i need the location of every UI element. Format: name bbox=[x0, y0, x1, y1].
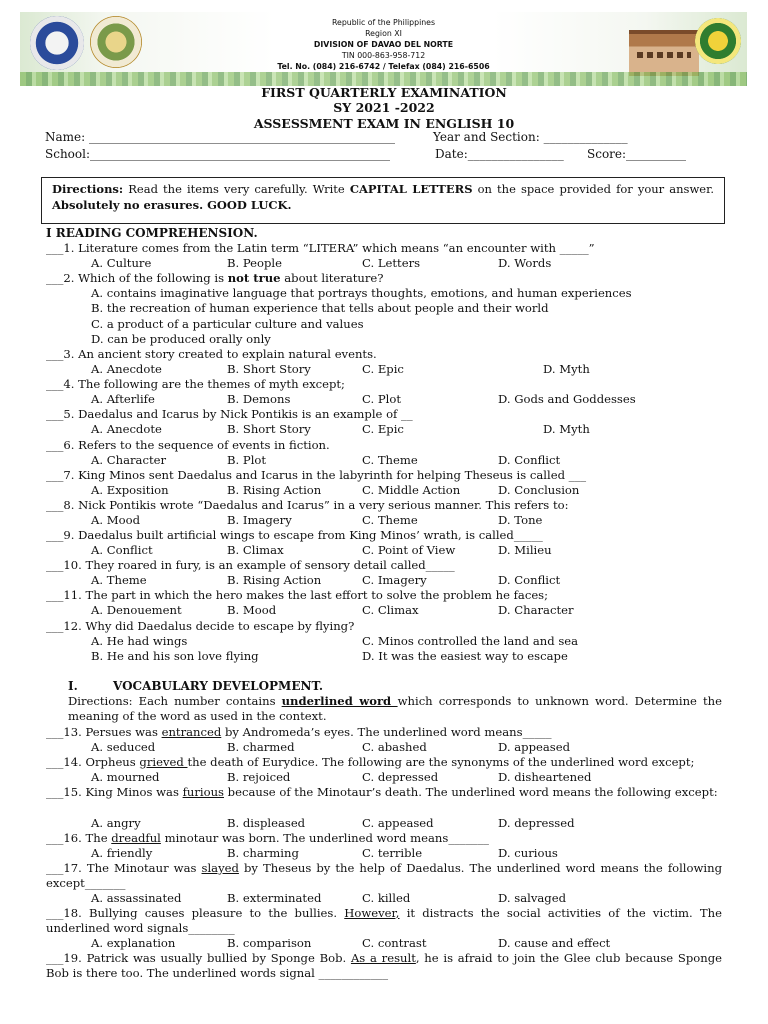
q15-option-c: C. appeased bbox=[362, 816, 434, 830]
q2-option-b: B. the recreation of human experience that tells about people and their world bbox=[91, 301, 549, 315]
question-9: ___9. Daedalus built artificial wings to escape from King Minos’ wrath, is called_____ bbox=[46, 528, 543, 542]
score-field[interactable]: Score:__________ bbox=[587, 147, 687, 161]
q3-option-a: A. Anecdote bbox=[91, 362, 162, 376]
q7-option-d: D. Conclusion bbox=[498, 483, 580, 497]
q8-option-c: C. Theme bbox=[362, 513, 418, 527]
q5-option-c: C. Epic bbox=[362, 422, 404, 436]
q9-option-b: B. Climax bbox=[227, 543, 284, 557]
q3-option-d: D. Myth bbox=[543, 362, 590, 376]
q8-option-b: B. Imagery bbox=[227, 513, 292, 527]
vocab-directions: Directions: Each number contains underlined word which corresponds to unknown word. Determine the meaning of the word as used in the context. bbox=[68, 694, 722, 723]
question-10: ___10. They roared in fury, is an example of sensory detail called_____ bbox=[46, 558, 455, 572]
directions-label: Directions: bbox=[52, 182, 124, 196]
q17-option-d: D. salvaged bbox=[498, 891, 566, 905]
directions-text: Read the items very carefully. Write bbox=[123, 182, 350, 196]
q14-option-b: B. rejoiced bbox=[227, 770, 291, 784]
tin-line: TIN 000-863-958-712 bbox=[341, 51, 426, 60]
q9-option-a: A. Conflict bbox=[91, 543, 153, 557]
q9-option-c: C. Point of View bbox=[362, 543, 456, 557]
q14-option-c: C. depressed bbox=[362, 770, 439, 784]
q12-option-c: C. Minos controlled the land and sea bbox=[362, 634, 579, 648]
q7-option-c: C. Middle Action bbox=[362, 483, 461, 497]
question-15: ___15. King Minos was furious because of the Minotaur’s death. The underlined word means the following except: bbox=[46, 785, 718, 799]
q4-option-a: A. Afterlife bbox=[91, 392, 155, 406]
q17-option-a: A. assassinated bbox=[91, 891, 182, 905]
section-vocab-heading: VOCABULARY DEVELOPMENT. bbox=[113, 679, 323, 693]
q14-option-a: A. mourned bbox=[91, 770, 160, 784]
q12-option-b: B. He and his son love flying bbox=[91, 649, 259, 663]
q17-option-b: B. exterminated bbox=[227, 891, 322, 905]
q1-option-a: A. Culture bbox=[91, 256, 152, 270]
q12-option-d: D. It was the easiest way to escape bbox=[362, 649, 568, 663]
q12-option-a: A. He had wings bbox=[91, 634, 188, 648]
question-19: ___19. Patrick was usually bullied by Sponge Bob. As a result, he is afraid to join the Glee club because Sponge Bob is there too. The underlined words signal ____________ bbox=[46, 951, 722, 980]
q2-option-a: A. contains imaginative language that portrays thoughts, emotions, and human experiences bbox=[91, 286, 632, 300]
region-line: Region XI bbox=[365, 29, 402, 38]
question-7: ___7. King Minos sent Daedalus and Icarus in the labyrinth for helping Theseus is called ___ bbox=[46, 468, 587, 482]
q2-option-c: C. a product of a particular culture and values bbox=[91, 317, 364, 331]
q5-option-b: B. Short Story bbox=[227, 422, 311, 436]
q16-option-a: A. friendly bbox=[91, 846, 153, 860]
school-field[interactable]: School:__________________________________________________ bbox=[45, 147, 390, 161]
division-line: DIVISION OF DAVAO DEL NORTE bbox=[313, 40, 454, 49]
school-year: SY 2021 -2022 bbox=[333, 100, 435, 115]
question-5: ___5. Daedalus and Icarus by Nick Pontikis is an example of __ bbox=[46, 407, 413, 421]
question-6: ___6. Refers to the sequence of events in fiction. bbox=[46, 438, 330, 452]
q13-option-b: B. charmed bbox=[227, 740, 295, 754]
banner-stripe bbox=[20, 72, 747, 86]
q4-option-b: B. Demons bbox=[227, 392, 291, 406]
question-12: ___12. Why did Daedalus decide to escape by flying? bbox=[46, 619, 355, 633]
no-erasures: Absolutely no erasures. GOOD LUCK. bbox=[52, 198, 292, 212]
q15-option-b: B. displeased bbox=[227, 816, 306, 830]
q18-option-a: A. explanation bbox=[91, 936, 176, 950]
question-3: ___3. An ancient story created to explain natural events. bbox=[46, 347, 377, 361]
q11-option-c: C. Climax bbox=[362, 603, 419, 617]
exam-subject: ASSESSMENT EXAM IN ENGLISH 10 bbox=[253, 116, 515, 131]
q17-option-c: C. killed bbox=[362, 891, 411, 905]
q13-option-d: D. appeased bbox=[498, 740, 571, 754]
question-13: ___13. Persues was entranced by Andromeda’s eyes. The underlined word means_____ bbox=[46, 725, 552, 739]
question-14: ___14. Orpheus grieved the death of Eurydice. The following are the synonyms of the underlined word except; bbox=[46, 755, 695, 769]
q4-option-d: D. Gods and Goddesses bbox=[498, 392, 636, 406]
directions-text-2: on the space provided for your answer. bbox=[472, 182, 714, 196]
q10-option-b: B. Rising Action bbox=[227, 573, 322, 587]
section-vocab-number: I. bbox=[68, 679, 78, 693]
q3-option-b: B. Short Story bbox=[227, 362, 311, 376]
question-18: ___18. Bullying causes pleasure to the bullies. However, it distracts the social activities of the victim. The underlined word signals________ bbox=[46, 906, 722, 935]
q10-option-a: A. Theme bbox=[91, 573, 147, 587]
q8-option-a: A. Mood bbox=[91, 513, 140, 527]
q11-option-b: B. Mood bbox=[227, 603, 277, 617]
question-1: ___1. Literature comes from the Latin term “LITERA” which means “an encounter with _____” bbox=[46, 241, 595, 255]
q6-option-d: D. Conflict bbox=[498, 453, 561, 467]
question-17: ___17. The Minotaur was slayed by Theseus by the help of Daedalus. The underlined word means the following except_______ bbox=[46, 861, 723, 890]
q8-option-d: D. Tone bbox=[498, 513, 543, 527]
date-field[interactable]: Date:________________ bbox=[435, 147, 564, 161]
q5-option-d: D. Myth bbox=[543, 422, 590, 436]
capital-letters: CAPITAL LETTERS bbox=[349, 182, 473, 196]
q16-option-b: B. charming bbox=[227, 846, 299, 860]
letterhead-text bbox=[20, 17, 747, 72]
q7-option-b: B. Rising Action bbox=[227, 483, 322, 497]
q7-option-a: A. Exposition bbox=[91, 483, 169, 497]
q6-option-a: A. Character bbox=[91, 453, 167, 467]
q11-option-a: A. Denouement bbox=[91, 603, 182, 617]
q4-option-c: C. Plot bbox=[362, 392, 401, 406]
q18-option-b: B. comparison bbox=[227, 936, 312, 950]
q18-option-d: D. cause and effect bbox=[498, 936, 611, 950]
question-2: ___2. Which of the following is not true about literature? bbox=[46, 271, 384, 285]
q11-option-d: D. Character bbox=[498, 603, 574, 617]
directions-box bbox=[41, 177, 725, 224]
section-reading-heading: I READING COMPREHENSION. bbox=[46, 226, 258, 240]
q15-option-a: A. angry bbox=[91, 816, 141, 830]
question-4: ___4. The following are the themes of myth except; bbox=[46, 377, 345, 391]
q1-option-b: B. People bbox=[227, 256, 283, 270]
q1-option-d: D. Words bbox=[498, 256, 552, 270]
tel-line: Tel. No. (084) 216-6742 / Telefax (084) 216-6506 bbox=[277, 62, 490, 71]
year-section-field[interactable]: Year and Section: ______________ bbox=[433, 130, 628, 144]
q16-option-d: D. curious bbox=[498, 846, 558, 860]
question-11: ___11. The part in which the hero makes the last effort to solve the problem he faces; bbox=[46, 588, 549, 602]
q14-option-d: D. disheartened bbox=[498, 770, 592, 784]
republic-line: Republic of the Philippines bbox=[331, 18, 436, 27]
letterhead-banner bbox=[20, 12, 747, 86]
q3-option-c: C. Epic bbox=[362, 362, 404, 376]
q6-option-b: B. Plot bbox=[227, 453, 267, 467]
q6-option-c: C. Theme bbox=[362, 453, 418, 467]
q13-option-c: C. abashed bbox=[362, 740, 427, 754]
q15-option-d: D. depressed bbox=[498, 816, 575, 830]
q9-option-d: D. Milieu bbox=[498, 543, 552, 557]
q13-option-a: A. seduced bbox=[91, 740, 156, 754]
question-8: ___8. Nick Pontikis wrote “Daedalus and Icarus” in a very serious manner. This refers to: bbox=[46, 498, 569, 512]
q5-option-a: A. Anecdote bbox=[91, 422, 162, 436]
q10-option-d: D. Conflict bbox=[498, 573, 561, 587]
q10-option-c: C. Imagery bbox=[362, 573, 427, 587]
q1-option-c: C. Letters bbox=[362, 256, 421, 270]
q18-option-c: C. contrast bbox=[362, 936, 427, 950]
name-field[interactable]: Name: ___________________________________________________ bbox=[45, 130, 395, 144]
q16-option-c: C. terrible bbox=[362, 846, 423, 860]
q2-option-d: D. can be produced orally only bbox=[91, 332, 271, 346]
exam-title: FIRST QUARTERLY EXAMINATION bbox=[261, 85, 507, 100]
question-16: ___16. The dreadful minotaur was born. The underlined word means_______ bbox=[46, 831, 489, 845]
